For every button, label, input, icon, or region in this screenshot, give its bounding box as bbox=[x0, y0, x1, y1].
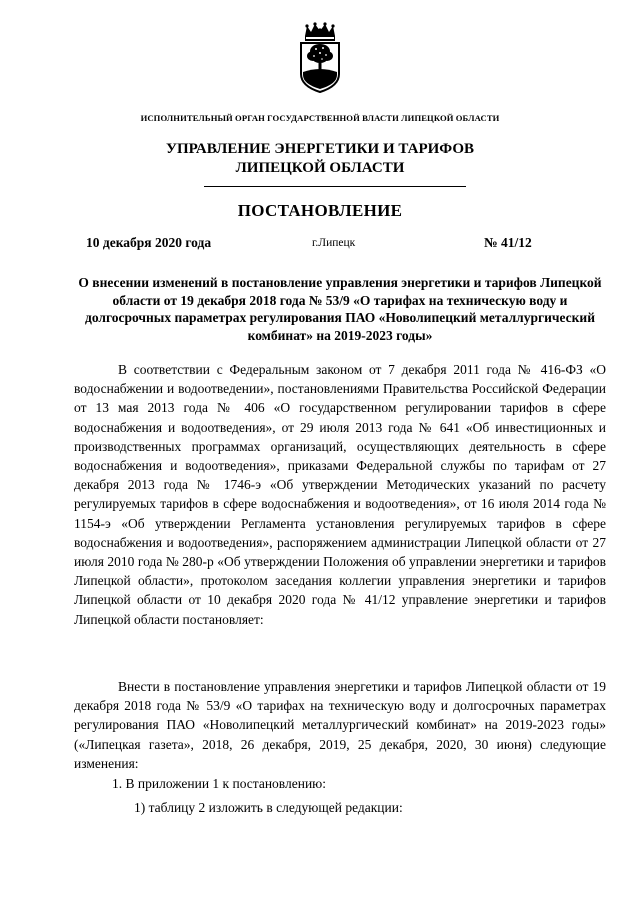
document-number: № 41/12 bbox=[484, 235, 532, 250]
list-item: 1. В приложении 1 к постановлению: bbox=[112, 776, 327, 791]
resolution-paragraph: Внести в постановление управления энергетики и тарифов Липецкой области от 19 декабря 2018 года № 53/9 «О тарифах на техническую воду и долгосрочных параметрах регулирования ПАО «Новолипецкий металлургический комбинат» на 2019-2023 годы» («Липецкая газета», 2018, 26 декабря, 2019, 25 декабря, 2020, 30 июня) следующие изменения: bbox=[74, 679, 606, 771]
header-divider bbox=[204, 186, 466, 187]
department-name-line2: ЛИПЕЦКОЙ ОБЛАСТИ bbox=[235, 160, 405, 176]
preamble-paragraph: В соответствии с Федеральным законом от 7 декабря 2011 года № 416-ФЗ «О водоснабжении и водоотведении», постановлениями Правительства Российской Федерации от 13 мая 2013 года № 406 «О государственном регулировании тарифов в сфере водоснабжения и водоотведения», от 29 июля 2013 года № 641 «Об инвестиционных и производственных программах организаций, осуществляющих деятельность в сфере водоснабжения и водоотведения», приказами Федеральной службы по тарифам от 27 декабря 2013 года № 1746-э «Об утверждении Методических указаний по расчету регулируемых тарифов в сфере водоснабжения и водоотведения», от 16 июля 2014 года № 1154-э «Об утверждении Регламента установления регулируемых тарифов в сфере водоснабжения и водоотведения», распоряжением администрации Липецкой области от 27 июля 2010 года № 280-р «Об утверждении Положения об управлении энергетики и тарифов Липецкой области», протоколом заседания коллегии управления энергетики и тарифов Липецкой области от 10 декабря 2020 года № 41/12 управление энергетики и тарифов Липецкой области постановляет: bbox=[74, 362, 606, 627]
list-item: 1) таблицу 2 изложить в следующей редакции: bbox=[134, 800, 403, 815]
document-city: г.Липецк bbox=[312, 237, 356, 249]
issuing-authority: ИСПОЛНИТЕЛЬНЫЙ ОРГАН ГОСУДАРСТВЕННОЙ ВЛАСТИ ЛИПЕЦКОЙ ОБЛАСТИ bbox=[140, 113, 500, 123]
document-type: ПОСТАНОВЛЕНИЕ bbox=[237, 201, 403, 220]
document-subject: О внесении изменений в постановление управления энергетики и тарифов Липецкой области от 19 декабря 2018 года № 53/9 «О тарифах на техническую воду и долгосрочных параметрах регулирования ПАО «Новолипецкий металлургический комбинат» на 2019-2023 годы» bbox=[78, 275, 602, 343]
department-name-line1: УПРАВЛЕНИЕ ЭНЕРГЕТИКИ И ТАРИФОВ bbox=[165, 141, 475, 157]
document-date: 10 декабря 2020 года bbox=[86, 235, 212, 250]
coat-of-arms-icon bbox=[296, 22, 344, 94]
